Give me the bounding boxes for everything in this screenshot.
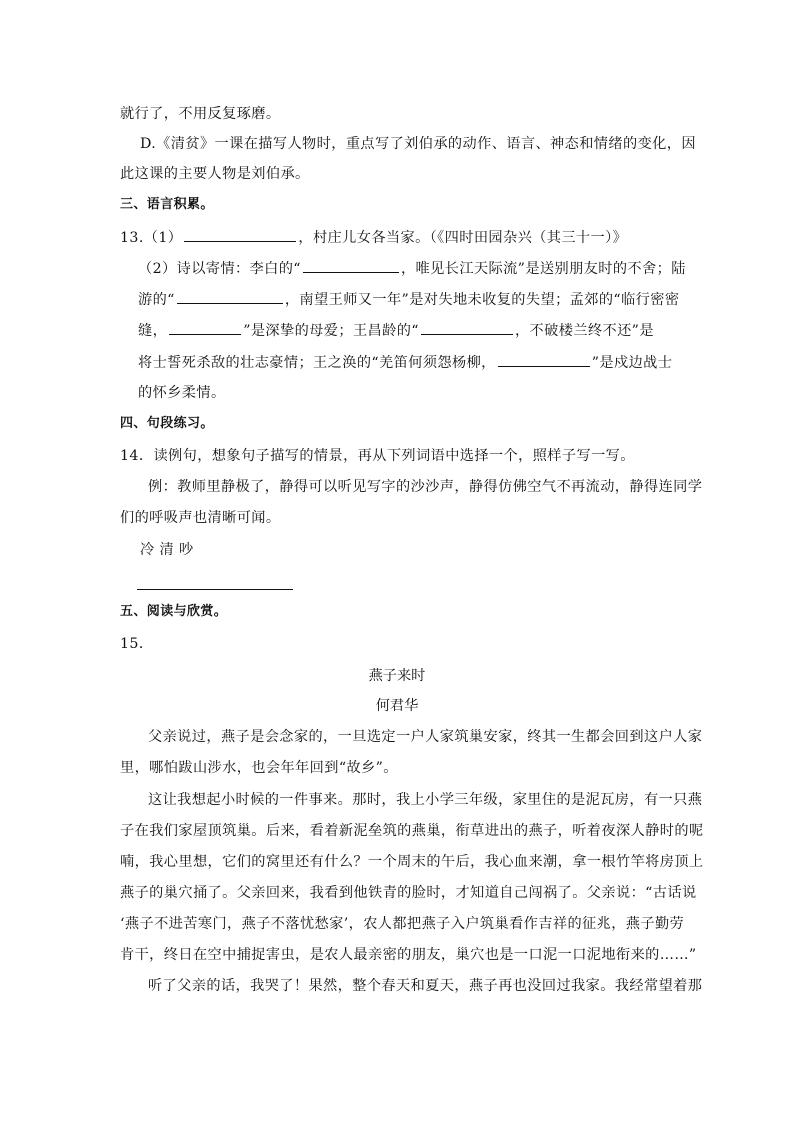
example-sentence-line1: 例：教师里静极了，静得可以听见写字的沙沙声，静得仿佛空气不再流动，静得连同学 (148, 479, 703, 495)
paragraph-line: 里，哪怕跋山涉水，也会年年回到“故乡”。 (120, 760, 398, 776)
paragraph-line: 父亲说过，燕子是会念家的，一旦选定一户人家筑巢安家，终其一生都会回到这户人家 (148, 729, 703, 745)
question-13-line5 (138, 352, 672, 373)
text-fragment: ，南望王师又一年”是对失地未收复的失望；孟郊的“临行密密 (284, 292, 680, 308)
question-13-line2 (138, 258, 686, 279)
text-line: D.《清贫》一课在描写人物时，重点写了刘伯承的动作、语言、神态和情绪的变化，因 (140, 136, 696, 152)
text-line: 就行了，不用反复琢磨。 (120, 106, 281, 122)
question-13-line4 (138, 320, 654, 341)
text-fragment: ”是深挚的母爱；王昌龄的“ (243, 323, 419, 339)
question-number: 15． (120, 636, 154, 652)
question-13-line3 (138, 289, 679, 310)
fill-blank[interactable] (421, 320, 513, 335)
text-fragment: ，不破楼兰终不还”是 (514, 323, 654, 339)
paragraph-line: 听了父亲的话，我哭了！果然，整个春天和夏天，燕子再也没回过我家。我经常望着那 (148, 978, 703, 994)
paragraph-line: 肯干，终日在空中捕捉害虫，是农人最亲密的朋友，巢穴也是一口泥一口泥地衔来的……” (120, 947, 697, 963)
example-sentence-line2: 们的呼吸声也清晰可闻。 (120, 510, 281, 526)
text-fragment: ，唯见长江天际流”是送别朋友时的不舍；陆 (400, 261, 686, 277)
text-fragment: 缝， (138, 323, 168, 339)
text-fragment: ”是戍边战士 (591, 355, 673, 371)
section-heading: 三、语言积累。 (120, 197, 214, 212)
text-line: 的怀乡柔情。 (138, 385, 226, 401)
fill-blank[interactable] (498, 352, 590, 367)
text-line: 此这课的主要人物是刘伯承。 (120, 166, 310, 182)
paragraph-line: 燕子的巢穴捅了。父亲回来，我看到他铁青的脸时，才知道自己闯祸了。父亲说：“古话说 (120, 885, 697, 901)
paragraph-line: ‘燕子不进苦寒门，燕子不落忧愁家’，农人都把燕子入户筑巢看作吉祥的征兆，燕子勤劳 (120, 916, 685, 932)
article-author: 何君华 (375, 698, 419, 714)
text-fragment: 游的“ (138, 292, 175, 308)
section-heading: 五、阅读与欣赏。 (120, 604, 228, 619)
word-choices: 冷 清 吵 (140, 542, 194, 558)
fill-blank[interactable] (303, 258, 399, 273)
section-heading: 四、句段练习。 (120, 416, 214, 431)
article-title: 燕子来时 (368, 668, 426, 684)
paragraph-line: 子在我们家屋顶筑巢。后来，看着新泥垒筑的燕巢，衔草进出的燕子，听着夜深人静时的呢 (120, 823, 704, 839)
text-fragment: 13.（1） (120, 230, 183, 246)
text-fragment: （2）诗以寄情：李白的“ (138, 261, 301, 277)
question-14: 14．读例句，想象句子描写的情景，再从下列词语中选择一个，照样子写一写。 (120, 448, 635, 464)
text-fragment: 将士誓死杀敌的壮志豪情；王之涣的“羌笛何须怨杨柳， (138, 355, 496, 371)
fill-blank[interactable] (177, 289, 283, 304)
fill-blank[interactable] (169, 320, 241, 335)
paragraph-line: 这让我想起小时候的一件事来。那时，我上小学三年级，家里住的是泥瓦房，有一只燕 (148, 792, 703, 808)
text-fragment: ，村庄儿女各当家。（《四时田园杂兴（其三十一）》 (298, 230, 628, 246)
answer-line[interactable] (137, 589, 293, 590)
paragraph-line: 喃，我心里想，它们的窝里还有什么？一个周末的午后，我心血来潮，拿一根竹竿将房顶上 (120, 854, 704, 870)
fill-blank[interactable] (184, 227, 296, 242)
question-13-line1 (120, 227, 627, 248)
